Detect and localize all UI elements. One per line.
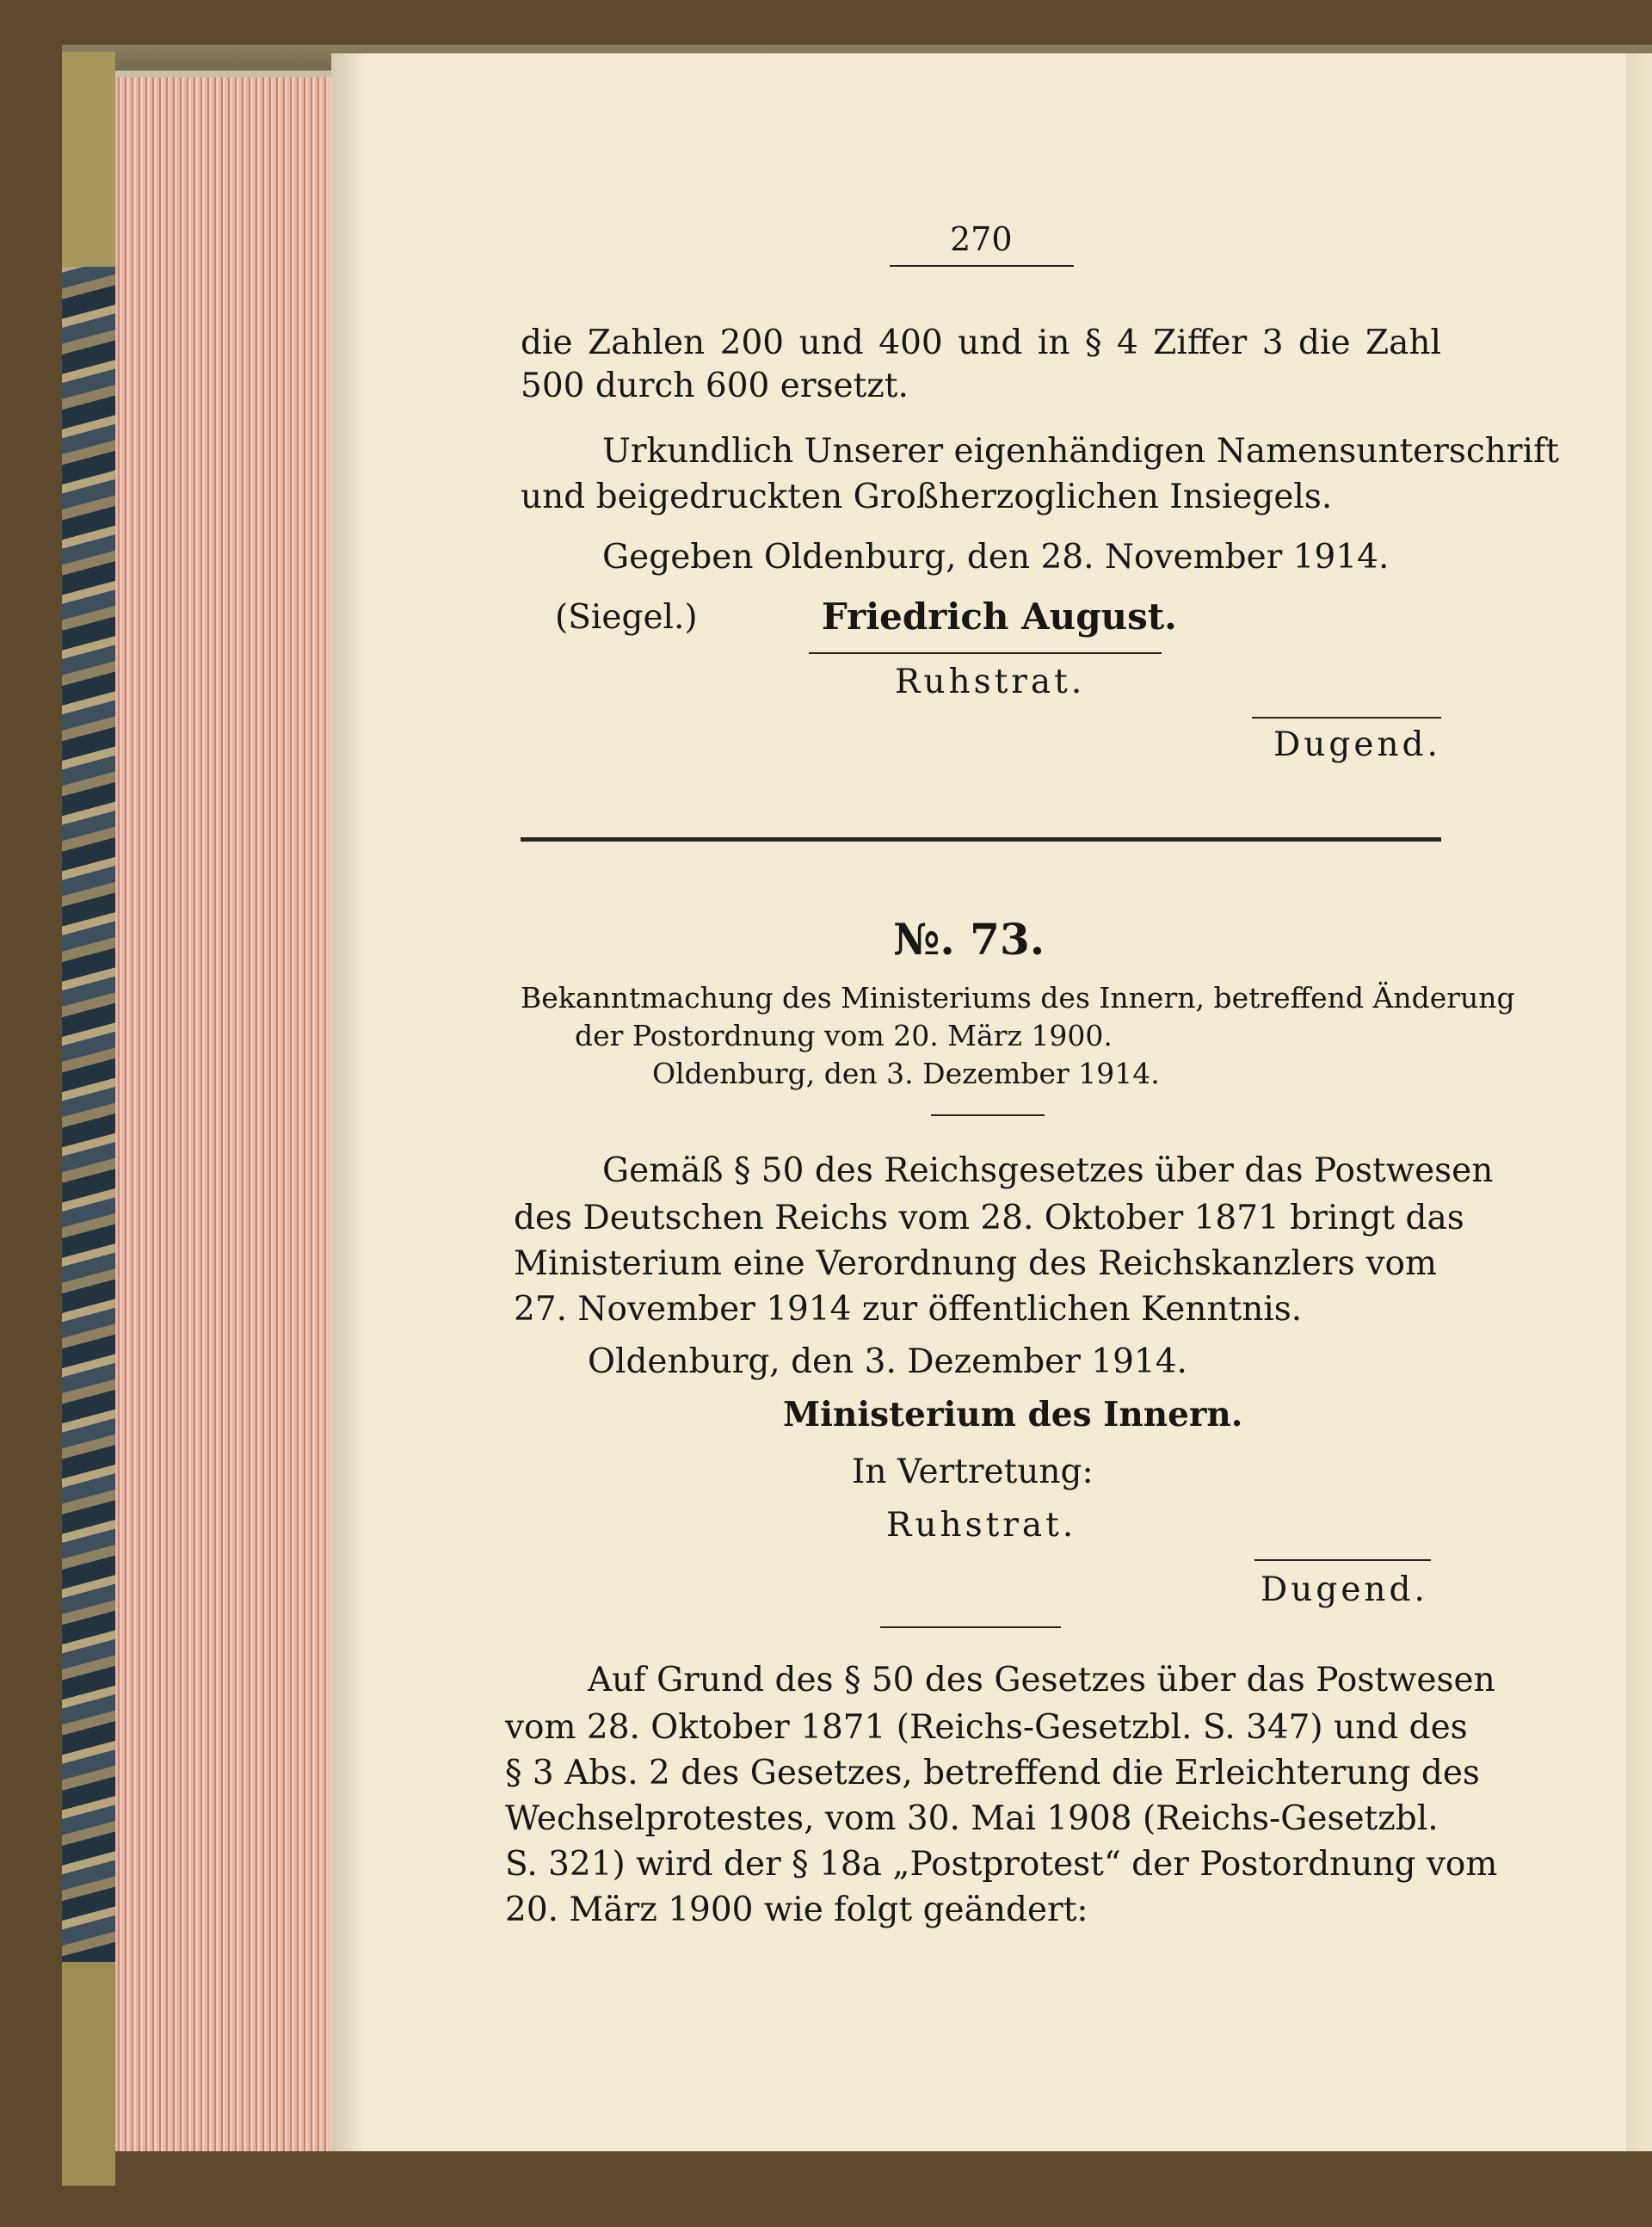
notice-body-line-1: Gemäß § 50 des Reichsgesetzes über das Postwesen — [602, 1151, 1494, 1190]
representation: In Vertretung: — [852, 1453, 1094, 1491]
signer-1: Ruhstrat. — [895, 663, 1086, 701]
ministry: Ministerium des Innern. — [783, 1395, 1243, 1434]
ordinance-line-3: § 3 Abs. 2 des Gesetzes, betreffend die Erleichterung des — [505, 1754, 1480, 1792]
signer-rule — [1252, 717, 1441, 719]
marbled-cover — [62, 52, 115, 2186]
sovereign-signature: Friedrich August. — [822, 595, 1177, 638]
closing-line-1: Urkundlich Unserer eigenhändigen Namensunterschrift — [602, 432, 1560, 471]
notice-body-line-4: 27. November 1914 zur öffentlichen Kenntnis. — [514, 1290, 1303, 1329]
notice-body-line-2: des Deutschen Reichs vom 28. Oktober 1871 bringt das — [514, 1199, 1464, 1237]
notice-signer-rule — [1254, 1559, 1431, 1561]
seal: (Siegel.) — [555, 598, 698, 637]
notice-date-line: Oldenburg, den 3. Dezember 1914. — [588, 1342, 1187, 1381]
ordinance-line-2: vom 28. Oktober 1871 (Reichs-Gesetzbl. S. 347) und des — [505, 1708, 1468, 1747]
page-edges — [115, 77, 336, 2151]
notice-title-line-2: der Postordnung vom 20. März 1900. — [575, 1019, 1113, 1052]
notice-rule — [931, 1114, 1045, 1116]
given-line: Gegeben Oldenburg, den 28. November 1914. — [602, 538, 1390, 577]
section-divider — [521, 837, 1441, 842]
notice-number: №. 73. — [893, 914, 1045, 965]
ordinance-rule — [880, 1626, 1061, 1628]
ordinance-line-5: S. 321) wird der § 18a „Postprotest“ der Postordnung vom — [505, 1845, 1498, 1884]
ordinance-line-1: Auf Grund des § 50 des Gesetzes über das Postwesen — [588, 1661, 1495, 1700]
continuation-line-1: die Zahlen 200 und 400 und in § 4 Ziffer 3 die Zahl — [521, 324, 1441, 362]
page-number: 270 — [950, 220, 1013, 258]
signer-2: Dugend. — [1273, 725, 1441, 764]
spine-cloth-bottom — [62, 1962, 115, 2186]
notice-signer-2: Dugend. — [1261, 1570, 1428, 1609]
header-rule — [890, 265, 1074, 267]
page-gutter-shadow — [331, 53, 366, 2151]
notice-signer-1: Ruhstrat. — [886, 1506, 1077, 1545]
signature-rule — [809, 652, 1162, 654]
notice-body-line-3: Ministerium eine Verordnung des Reichskanzlers vom — [514, 1244, 1437, 1283]
notice-title-line-1: Bekanntmachung des Ministeriums des Innern, betreffend Änderung — [521, 981, 1515, 1015]
ordinance-line-6: 20. März 1900 wie folgt geändert: — [505, 1891, 1088, 1929]
spine-cloth-top — [62, 52, 115, 267]
closing-line-2: und beigedruckten Großherzoglichen Insiegels. — [521, 478, 1333, 516]
ordinance-line-4: Wechselprotestes, vom 30. Mai 1908 (Reichs-Gesetzbl. — [505, 1799, 1439, 1838]
notice-place-date: Oldenburg, den 3. Dezember 1914. — [652, 1057, 1160, 1090]
continuation-line-2: 500 durch 600 ersetzt. — [521, 367, 909, 405]
